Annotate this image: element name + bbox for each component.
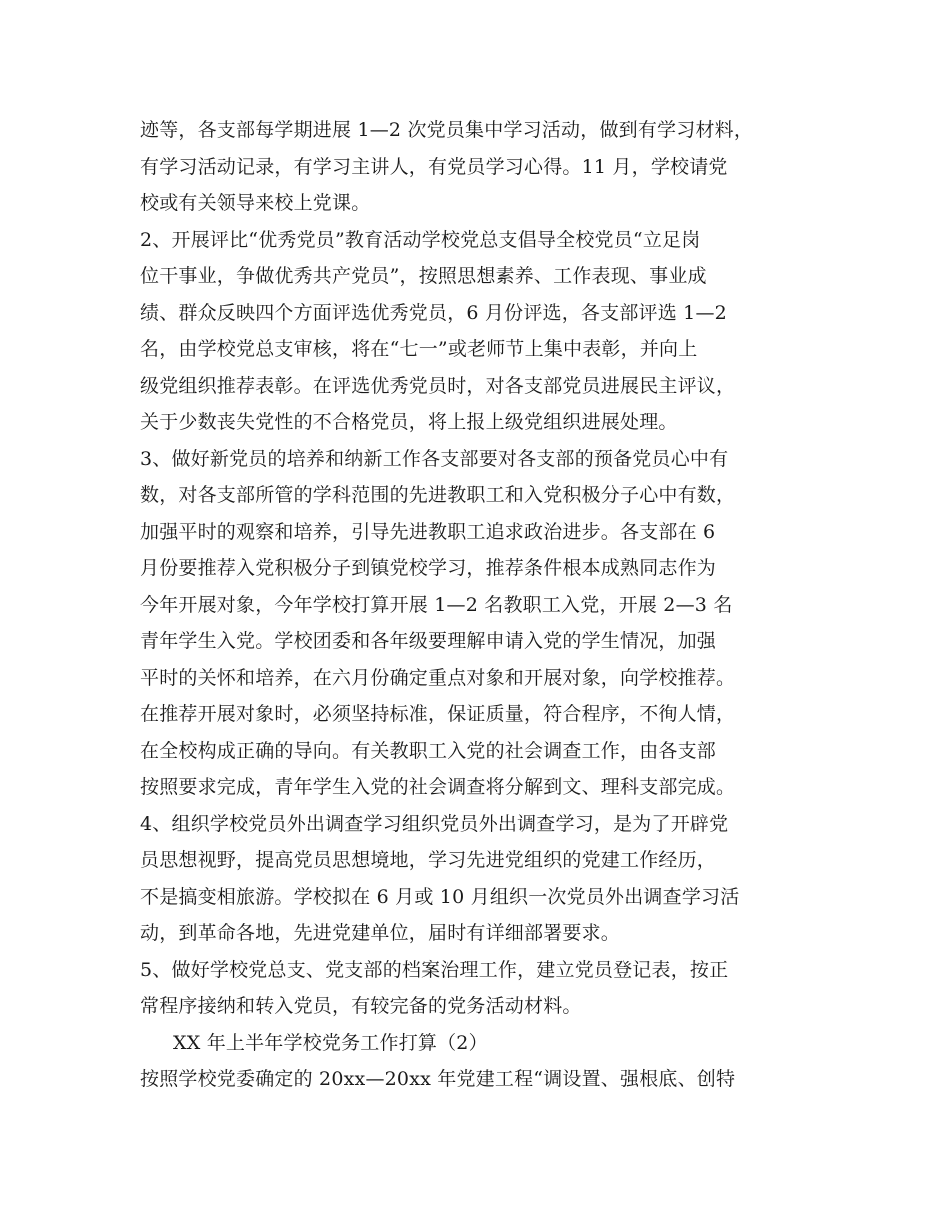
section-heading: XX 年上半年学校党务工作打算（2） — [173, 1031, 488, 1054]
body-line: 按照要求完成，青年学生入党的社会调查将分解到文、理科支部完成。 — [140, 776, 736, 798]
body-line: 迹等，各支部每学期进展 1—2 次党员集中学习活动，做到有学习材料， — [140, 119, 754, 141]
body-line: 位干事业，争做优秀共产党员”，按照思想素养、工作表现、事业成 — [140, 265, 707, 287]
body-line: 按照学校党委确定的 20xx—20xx 年党建工程“调设置、强根底、创特 — [140, 1068, 736, 1090]
body-line: 平时的关怀和培养，在六月份确定重点对象和开展对象，向学校推荐。 — [140, 666, 736, 689]
body-line: 加强平时的观察和培养，引导先进教职工追求政治进步。各支部在 6 — [140, 520, 716, 543]
body-line: 数，对各支部所管的学科范围的先进教职工和入党积极分子心中有数， — [140, 484, 736, 506]
body-line: 校或有关领导来校上党课。 — [140, 192, 371, 214]
body-line: 名，由学校党总支审核，将在“七一”或老师节上集中表彰，并向上 — [140, 338, 698, 360]
body-line: 级党组织推荐表彰。在评选优秀党员时，对各支部党员进展民主评议， — [140, 374, 736, 397]
body-line: 不是搞变相旅游。学校拟在 6 月或 10 月组织一次党员外出调查学习活 — [140, 885, 740, 908]
body-line: 月份要推荐入党积极分子到镇党校学习，推荐条件根本成熟同志作为 — [140, 557, 717, 579]
body-line: 在推荐开展对象时，必须坚持标准，保证质量，符合程序，不徇人情， — [140, 703, 736, 725]
body-line: 今年开展对象，今年学校打算开展 1—2 名教职工入党，开展 2—3 名 — [140, 593, 733, 616]
body-line: 3、做好新党员的培养和纳新工作各支部要对各支部的预备党员心中有 — [140, 447, 729, 470]
body-line: 2、开展评比“优秀党员”教育活动学校党总支倡导全校党员“立足岗 — [140, 228, 701, 251]
body-line: 5、做好学校党总支、党支部的档案治理工作，建立党员登记表，按正 — [140, 958, 729, 981]
body-line: 青年学生入党。学校团委和各年级要理解申请入党的学生情况，加强 — [140, 630, 717, 652]
body-line: 有学习活动记录，有学习主讲人，有党员学习心得。11 月，学校请党 — [140, 155, 728, 178]
body-line: 关于少数丧失党性的不合格党员，将上报上级党组织进展处理。 — [140, 411, 678, 433]
body-line: 动，到革命各地，先进党建单位，届时有详细部署要求。 — [140, 922, 621, 944]
document-body — [140, 112, 830, 1098]
body-line: 4、组织学校党员外出调查学习组织党员外出调查学习，是为了开辟党 — [140, 812, 729, 835]
body-line: 在全校构成正确的导向。有关教职工入党的社会调查工作，由各支部 — [140, 739, 717, 762]
body-line: 员思想视野，提高党员思想境地，学习先进党组织的党建工作经历， — [140, 849, 717, 871]
body-line: 常程序接纳和转入党员，有较完备的党务活动材料。 — [140, 995, 582, 1017]
body-line: 绩、群众反映四个方面评选优秀党员，6 月份评选，各支部评选 1—2 — [140, 301, 727, 324]
